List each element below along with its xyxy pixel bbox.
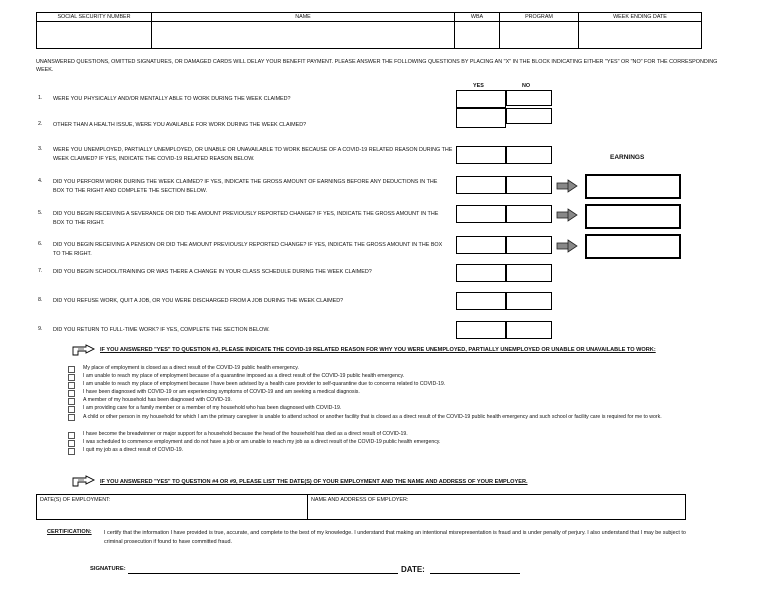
q3-yes-box[interactable]: [456, 146, 506, 164]
q6-yes-box[interactable]: [456, 236, 506, 254]
question-4-number: 4.: [38, 178, 43, 184]
q9-no-box[interactable]: [506, 321, 552, 339]
q8-no-box[interactable]: [506, 292, 552, 310]
header-week-ending-label: WEEK ENDING DATE: [579, 13, 702, 22]
date-line[interactable]: [430, 573, 520, 574]
covid-option-1-text: My place of employment is closed as a direct result of the COVID-19 public health emergency.: [83, 365, 299, 371]
arrow-right-icon: [556, 239, 578, 253]
question-6-number: 6.: [38, 241, 43, 247]
pointing-hand-icon: [72, 475, 96, 487]
question-1-text: WERE YOU PHYSICALLY AND/OR MENTALLY ABLE TO WORK DURING THE WEEK CLAIMED?: [53, 96, 291, 102]
covid-option-1-checkbox[interactable]: [68, 366, 75, 373]
question-9-text: DID YOU RETURN TO FULL-TIME WORK? IF YES, COMPLETE THE SECTION BELOW.: [53, 327, 270, 333]
covid-option-4-checkbox[interactable]: [68, 390, 75, 397]
pointing-hand-icon: [72, 344, 96, 356]
covid-option-3-text: I am unable to reach my place of employment because I have been advised by a health care provider to self-quarantine due to concerns related to COVID-19.: [83, 381, 446, 387]
header-wba-label: WBA: [455, 13, 500, 22]
employment-dates-label: DATE(S) OF EMPLOYMENT:: [40, 497, 111, 503]
covid-option-8-text: I have become the breadwinner or major support for a household because the head of the household has died as a direct result of COVID-19.: [83, 431, 408, 437]
earnings-box-q6[interactable]: [585, 234, 681, 259]
header-name-label: NAME: [152, 13, 455, 22]
question-3-number: 3.: [38, 146, 43, 152]
question-7-text: DID YOU BEGIN SCHOOL/TRAINING OR WAS THERE A CHANGE IN YOUR CLASS SCHEDULE DURING THE WEEK CLAIMED?: [53, 269, 372, 275]
program-field[interactable]: [500, 22, 579, 49]
question-8-number: 8.: [38, 297, 43, 303]
header-program-label: PROGRAM: [500, 13, 579, 22]
question-6-text: DID YOU BEGIN RECEIVING A PENSION OR DID THE AMOUNT PREVIOUSLY REPORTED CHANGE? IF YES, INDICATE THE GROSS AMOUNT IN THE BOX TO THE RIGHT.: [53, 242, 443, 257]
no-label: NO: [522, 83, 531, 89]
covid-option-8-checkbox[interactable]: [68, 432, 75, 439]
employment-heading: IF YOU ANSWERED "YES" TO QUESTION #4 OR #9, PLEASE LIST THE DATE(S) OF YOUR EMPLOYMENT AND THE NAME AND ADDRESS OF YOUR EMPLOYER.: [100, 479, 528, 485]
question-8-text: DID YOU REFUSE WORK, QUIT A JOB, OR YOU WERE DISCHARGED FROM A JOB DURING THE WEEK CLAIMED?: [53, 298, 344, 304]
question-5-text: DID YOU BEGIN RECEIVING A SEVERANCE OR DID THE AMOUNT PREVIOUSLY REPORTED CHANGE? IF YES, INDICATE THE GROSS AMOUNT IN THE BOX TO THE RIGHT.: [53, 211, 439, 226]
arrow-right-icon: [556, 208, 578, 222]
q7-no-box[interactable]: [506, 264, 552, 282]
covid-heading: IF YOU ANSWERED "YES" TO QUESTION #3, PLEASE INDICATE THE COVID-19 RELATED REASON FOR WHY YOU WERE UNEMPLOYED, PARTIALLY UNEMPLOYED OR UNABLE OR UNAVAILABLE TO WORK:: [100, 347, 656, 353]
q5-no-box[interactable]: [506, 205, 552, 223]
earnings-box-q4[interactable]: [585, 174, 681, 199]
covid-option-6-text: I am providing care for a family member or a member of my household who has been diagnosed with COVID-19.: [83, 405, 342, 411]
ssn-field[interactable]: [37, 22, 152, 49]
covid-option-5-text: A member of my household has been diagnosed with COVID-19.: [83, 397, 232, 403]
yes-label: YES: [473, 83, 484, 89]
signature-line[interactable]: [128, 573, 398, 574]
date-label: DATE:: [401, 565, 425, 574]
name-field[interactable]: [152, 22, 455, 49]
arrow-right-icon: [556, 179, 578, 193]
covid-option-2-text: I am unable to reach my place of employment because of a quarantine imposed as a direct result of the COVID-19 public health emergency.: [83, 373, 405, 379]
q1-yes-box[interactable]: [456, 90, 506, 108]
q1-no-box[interactable]: [506, 90, 552, 106]
earnings-box-q5[interactable]: [585, 204, 681, 229]
q7-yes-box[interactable]: [456, 264, 506, 282]
q4-no-box[interactable]: [506, 176, 552, 194]
question-4-text: DID YOU PERFORM WORK DURING THE WEEK CLAIMED? IF YES, INDICATE THE GROSS AMOUNT OF EARNINGS BEFORE ANY DEDUCTIONS IN THE BOX TO THE RIGHT AND COMPLETE THE SECTION BELOW.: [53, 179, 438, 194]
q2-yes-box[interactable]: [456, 108, 506, 128]
question-3-text: WERE YOU UNEMPLOYED, PARTIALLY UNEMPLOYED, OR UNABLE OR UNAVAILABLE TO WORK BECAUSE OF A COVID-19 RELATED REASON DURING THE WEEK CLAIMED? IF YES, INDICATE THE COVID-19 RELATED REASON BELOW.: [53, 147, 453, 162]
employment-table: [36, 494, 686, 520]
question-2-text: OTHER THAN A HEALTH ISSUE, WERE YOU AVAILABLE FOR WORK DURING THE WEEK CLAIMED?: [53, 122, 307, 128]
question-1-number: 1.: [38, 95, 43, 101]
covid-option-5-checkbox[interactable]: [68, 398, 75, 405]
employer-name-address-label: NAME AND ADDRESS OF EMPLOYER:: [311, 497, 409, 503]
q6-no-box[interactable]: [506, 236, 552, 254]
question-5-number: 5.: [38, 210, 43, 216]
q4-yes-box[interactable]: [456, 176, 506, 194]
covid-option-6-checkbox[interactable]: [68, 406, 75, 413]
covid-option-3-checkbox[interactable]: [68, 382, 75, 389]
wba-field[interactable]: [455, 22, 500, 49]
covid-option-2-checkbox[interactable]: [68, 374, 75, 381]
covid-option-10-checkbox[interactable]: [68, 448, 75, 455]
intro-text: UNANSWERED QUESTIONS, OMITTED SIGNATURES, OR DAMAGED CARDS WILL DELAY YOUR BENEFIT PAYMENT. PLEASE ANSWER THE FOLLOWING QUESTIONS BY PLACING AN "X" IN THE BLOCK INDICATING EITHER "YES" OR "NO" FOR THE CORRESPONDING WEEK.: [36, 59, 718, 73]
covid-option-9-checkbox[interactable]: [68, 440, 75, 447]
q3-no-box[interactable]: [506, 146, 552, 164]
header-ssn-label: SOCIAL SECURITY NUMBER: [37, 13, 152, 22]
q8-yes-box[interactable]: [456, 292, 506, 310]
question-7-number: 7.: [38, 268, 43, 274]
certification-label: CERTIFICATION:: [47, 529, 92, 535]
certification-text: I certify that the information I have provided is true, accurate, and complete to the best of my knowledge. I understand that making an intentional misrepresentation is fraud and is under penalty of perjury. I also understand that I may be subject to criminal prosecution if found to have committed fraud.: [104, 530, 686, 545]
header-table: [36, 12, 702, 49]
employment-dates-cell[interactable]: [37, 495, 308, 520]
covid-option-7-text: A child or other person in my household for which I am the primary caregiver is unable to attend school or another facility that is closed as a direct result of the COVID-19 public health emergency and such school or facility care is required for me to work.: [83, 414, 662, 420]
covid-option-9-text: I was scheduled to commence employment and do not have a job or am unable to reach my job as a direct result of the COVID-19 public health emergency.: [83, 439, 441, 445]
earnings-label: EARNINGS: [610, 154, 645, 161]
signature-label: SIGNATURE:: [90, 566, 126, 572]
question-2-number: 2.: [38, 121, 43, 127]
covid-option-7-checkbox[interactable]: [68, 414, 75, 421]
covid-option-4-text: I have been diagnosed with COVID-19 or am experiencing symptoms of COVID-19 and am seeking a medical diagnosis.: [83, 389, 360, 395]
q5-yes-box[interactable]: [456, 205, 506, 223]
covid-option-10-text: I quit my job as a direct result of COVID-19.: [83, 447, 184, 453]
question-9-number: 9.: [38, 326, 43, 332]
week-ending-field[interactable]: [579, 22, 702, 49]
q9-yes-box[interactable]: [456, 321, 506, 339]
q2-no-box[interactable]: [506, 108, 552, 124]
employer-name-address-cell[interactable]: [308, 495, 686, 520]
